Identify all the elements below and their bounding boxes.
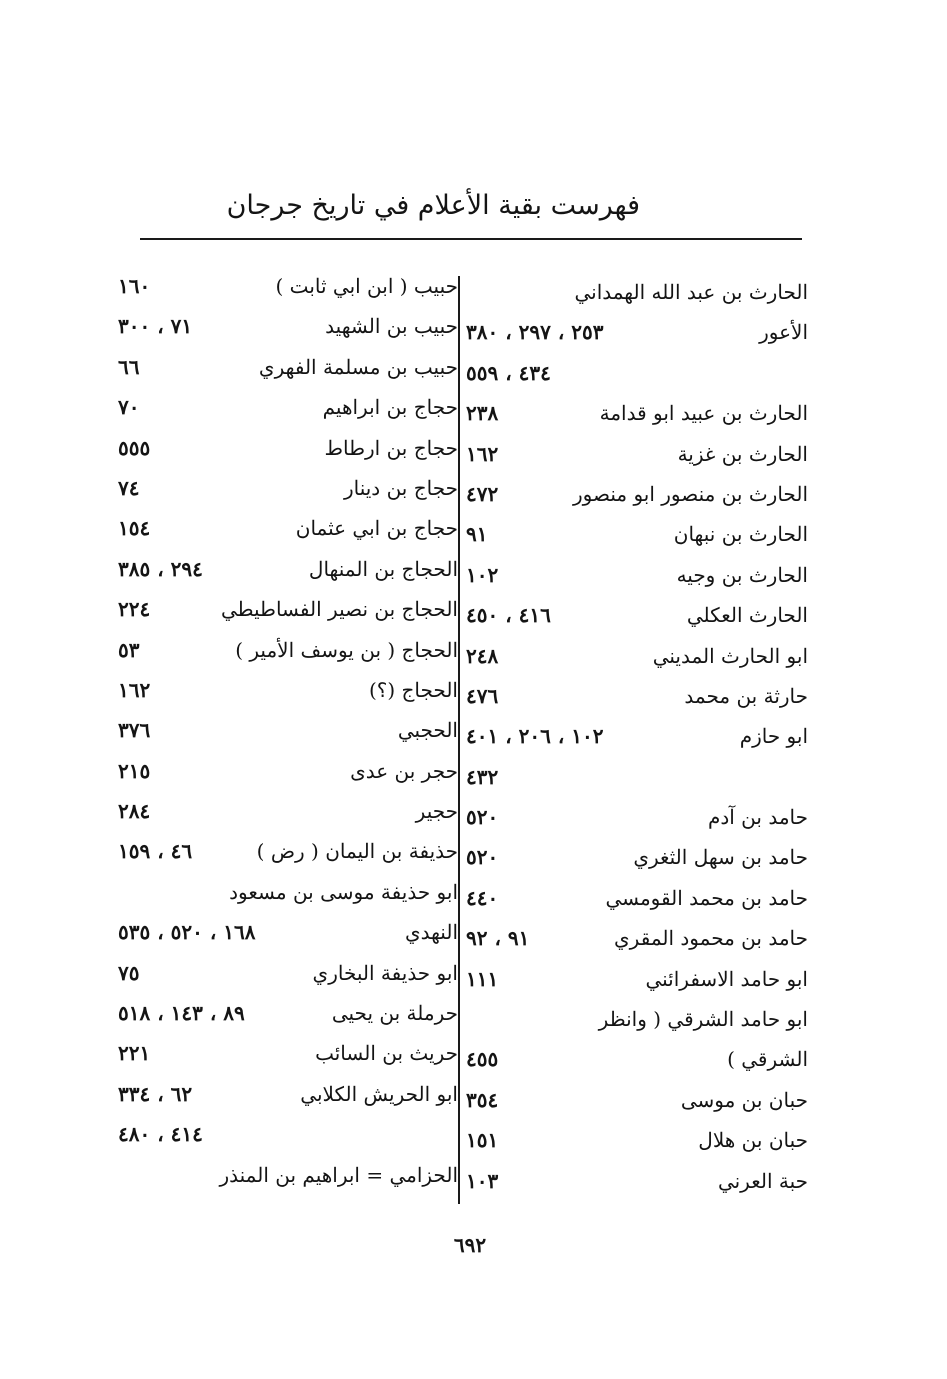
entry-name: حبان بن موسى — [680, 1087, 808, 1112]
entry-name: حبيب بن مسلمة الفهري — [258, 354, 458, 379]
entry-name: الأعور — [759, 320, 808, 345]
entry-page-refs: ٧١ ، ٣٠٠ — [118, 314, 193, 339]
entry-page-refs: ٨٩ ، ١٤٣ ، ٥١٨ — [118, 1001, 245, 1026]
index-entry — [118, 912, 458, 952]
index-entry — [118, 508, 458, 548]
index-entry — [118, 306, 458, 346]
entry-name: الحزامي = ابراهيم بن المنذر — [219, 1162, 458, 1187]
entry-name: ابو حامد الشرقي ( وانظر — [598, 1007, 808, 1032]
index-entry — [466, 918, 808, 958]
index-entry — [118, 630, 458, 670]
entry-page-refs: ١٦٢ — [466, 441, 499, 466]
entry-name: حجر بن عدى — [350, 758, 458, 783]
entry-page-refs: ٤٧٢ — [466, 481, 499, 506]
index-entry — [118, 710, 458, 750]
index-entry — [466, 837, 808, 877]
entry-name: ابو حازم — [739, 724, 808, 749]
entry-page-refs: ١٠٣ — [466, 1168, 499, 1193]
entry-name: حرملة بن يحيى — [331, 1001, 458, 1026]
entry-page-refs: ٢١٥ — [118, 758, 151, 783]
index-entry — [466, 514, 808, 554]
entry-name: الحجاج بن نصير الفساطيطي — [220, 597, 458, 622]
entry-name: الحارث بن عبيد ابو قدامة — [599, 401, 808, 426]
entry-page-refs: ٢٢٤ — [118, 597, 151, 622]
entry-name: حارثة بن محمد — [684, 683, 808, 708]
entry-page-refs: ٧٥ — [118, 960, 140, 985]
entry-page-refs: ٥٢٠ — [466, 805, 499, 830]
index-entry — [118, 1074, 458, 1114]
entry-page-refs: ٤١٦ ، ٤٥٠ — [466, 603, 551, 628]
entry-page-refs: ٢٣٨ — [466, 401, 499, 426]
entry-page-refs: ٣٥٤ — [466, 1087, 499, 1112]
entry-name: الحجبي — [397, 718, 458, 743]
entry-page-refs: ٧٠ — [118, 395, 140, 420]
entry-page-refs: ١٠٢ ، ٢٠٦ ، ٤٠١ — [466, 724, 604, 749]
entry-page-refs: ٢٥٣ ، ٢٩٧ ، ٣٨٠ — [466, 320, 604, 345]
entry-name: الحجاج ( بن يوسف الأمير ) — [235, 637, 458, 662]
index-entry — [466, 878, 808, 918]
entry-name: الحارث بن وجيه — [676, 562, 808, 587]
entry-name: الحارث العكلي — [686, 603, 808, 628]
index-entry — [466, 757, 808, 797]
entry-name: حريث بن السائب — [315, 1041, 458, 1066]
index-entry — [118, 1155, 458, 1195]
index-entry — [118, 468, 458, 508]
entry-page-refs: ٥٥٥ — [118, 435, 151, 460]
entry-page-refs: ٢٤٨ — [466, 643, 499, 668]
index-entry — [466, 474, 808, 514]
entry-name: ابو الحريش الكلابي — [300, 1081, 458, 1106]
entry-name: النهدي — [404, 920, 458, 945]
entry-name: الحارث بن عبد الله الهمداني — [574, 280, 808, 304]
entry-name: حجاج بن ابي عثمان — [295, 516, 458, 541]
entry-page-refs: ١٠٢ — [466, 562, 499, 587]
entry-name: الحارث بن منصور ابو منصور — [573, 481, 808, 506]
index-entry — [466, 434, 808, 474]
entry-name: الحارث بن نبهان — [673, 522, 808, 547]
index-entry — [118, 831, 458, 871]
index-entry — [118, 549, 458, 589]
entry-name: الحارث بن غزية — [677, 441, 808, 466]
index-entry — [466, 999, 808, 1039]
entry-name: حجاج بن ارطاط — [324, 435, 458, 460]
entry-name: ابو حذيفة البخاري — [312, 960, 458, 985]
entry-page-refs: ٤١٤ ، ٤٨٠ — [118, 1122, 203, 1147]
entry-page-refs: ٤٣٤ ، ٥٥٩ — [466, 360, 551, 385]
entry-name: حامد بن محمد القومسي — [605, 885, 808, 910]
entry-page-refs: ١٥٤ — [118, 516, 151, 541]
entry-page-refs: ٦٦ — [118, 354, 140, 379]
index-entry — [466, 272, 808, 312]
index-entry — [118, 751, 458, 791]
entry-page-refs: ٤٧٦ — [466, 683, 499, 708]
index-entry — [118, 872, 458, 912]
entry-name: حبان بن هلال — [698, 1128, 808, 1153]
entry-page-refs: ٢٩٤ ، ٣٨٥ — [118, 556, 203, 581]
index-entry — [466, 676, 808, 716]
index-entry — [118, 266, 458, 306]
column-divider — [458, 276, 460, 1204]
index-entry — [466, 312, 808, 352]
entry-name: حبة العرني — [717, 1168, 808, 1193]
index-entry — [118, 791, 458, 831]
right-column-index — [466, 272, 808, 1201]
index-entry — [118, 1114, 458, 1154]
entry-name: حجير — [415, 799, 458, 824]
entry-name: حبيب ( ابن ابي ثابت ) — [275, 274, 458, 298]
entry-name: ابو الحارث المديني — [652, 643, 808, 668]
entry-page-refs: ٥٣ — [118, 637, 140, 662]
entry-page-refs: ٤٦ ، ١٥٩ — [118, 839, 193, 864]
entry-page-refs: ١٦٠ — [118, 274, 151, 298]
entry-name: الحجاج (؟) — [368, 677, 458, 702]
left-column-index — [118, 266, 458, 1195]
entry-name: الحجاج بن المنهال — [308, 556, 458, 581]
entry-name: حجاج بن ابراهيم — [322, 395, 458, 420]
index-entry — [466, 1120, 808, 1160]
entry-name: حامد بن آدم — [707, 805, 808, 830]
index-entry — [466, 393, 808, 433]
entry-page-refs: ٤٥٥ — [466, 1047, 499, 1072]
entry-page-refs: ١٦٢ — [118, 677, 151, 702]
entry-name: ابو حذيفة موسى بن مسعود — [229, 879, 458, 904]
entry-page-refs: ٢٢١ — [118, 1041, 151, 1066]
index-entry — [118, 347, 458, 387]
index-entry — [118, 953, 458, 993]
index-entry — [466, 555, 808, 595]
index-entry — [466, 1161, 808, 1201]
index-entry — [118, 670, 458, 710]
entry-page-refs: ٢٨٤ — [118, 799, 151, 824]
entry-name: حذيفة بن اليمان ( رض ) — [256, 839, 458, 864]
index-entry — [118, 1033, 458, 1073]
index-entry — [466, 959, 808, 999]
page-number: ٦٩٢ — [453, 1233, 487, 1257]
entry-page-refs: ٩١ ، ٩٢ — [466, 926, 530, 951]
index-entry — [118, 428, 458, 468]
index-entry — [466, 595, 808, 635]
index-entry — [466, 636, 808, 676]
header-rule — [140, 238, 802, 240]
index-entry — [466, 1080, 808, 1120]
entry-name: حبيب بن الشهيد — [325, 314, 458, 339]
entry-page-refs: ٥٢٠ — [466, 845, 499, 870]
entry-name: حجاج بن دينار — [343, 475, 458, 500]
index-entry — [118, 589, 458, 629]
entry-page-refs: ٤٣٢ — [466, 764, 499, 789]
entry-page-refs: ٩١ — [466, 522, 488, 547]
entry-name: حامد بن محمود المقري — [614, 926, 808, 951]
entry-page-refs: ٤٤٠ — [466, 885, 499, 910]
index-entry — [466, 716, 808, 756]
entry-name: حامد بن سهل الثغري — [633, 845, 808, 870]
entry-page-refs: ٦٢ ، ٣٣٤ — [118, 1081, 193, 1106]
entry-page-refs: ٧٤ — [118, 475, 140, 500]
entry-name: الشرقي ) — [727, 1047, 808, 1072]
index-entry — [466, 1039, 808, 1079]
index-entry — [118, 387, 458, 427]
entry-page-refs: ١١١ — [466, 966, 499, 991]
index-entry — [118, 993, 458, 1033]
index-entry — [466, 797, 808, 837]
index-entry — [466, 353, 808, 393]
entry-page-refs: ١٦٨ ، ٥٢٠ ، ٥٣٥ — [118, 920, 256, 945]
entry-page-refs: ٣٧٦ — [118, 718, 151, 743]
page-title: فهرست بقية الأعلام في تاريخ جرجان — [226, 190, 640, 221]
entry-name: ابو حامد الاسفرائني — [645, 966, 808, 991]
entry-page-refs: ١٥١ — [466, 1128, 499, 1153]
